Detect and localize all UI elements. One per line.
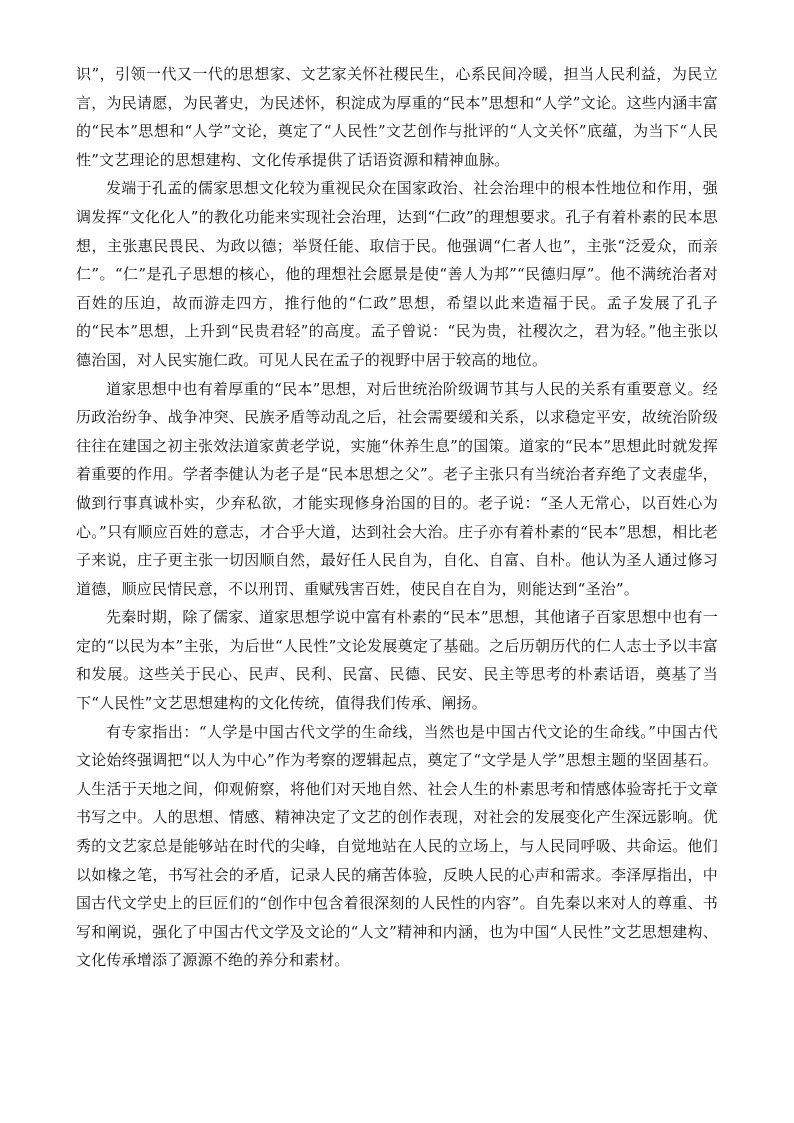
paragraph-2: 发端于孔孟的儒家思想文化较为重视民众在国家政治、社会治理中的根本性地位和作用，强调发挥“文化化人”的教化功能来实现社会治理，达到“仁政”的理想要求。孔子有着朴素的民本思想，主张惠民畏民、为政以德；举贤任能、取信于民。他强调“仁者人也”，主张“泛爱众，而亲仁”。“仁”是孔子思想的核心，他的理想社会愿景是使“善人为邦”“民德归厚”。他不满统治者对百姓的压迫，故而游走四方，推行他的“仁政”思想，希望以此来造福于民。孟子发展了孔子的“民本”思想，上升到“民贵君轻”的高度。孟子曾说：“民为贵，社稷次之，君为轻。”他主张以德治国，对人民实施仁政。可见人民在孟子的视野中居于较高的地位。: [76, 179, 718, 369]
paragraph-5: 有专家指出：“人学是中国古代文学的生命线，当然也是中国古代文论的生命线。”中国古代文论始终强调把“以人为中心”作为考察的逻辑起点，奠定了“文学是人学”思想主题的坚固基石。人生活于天地之间，仰观俯察，将他们对天地自然、社会人生的朴素思考和情感体验寄托于文章书写之中。人的思想、情感、精神决定了文艺的创作表现，对社会的发展变化产生深远影响。优秀的文艺家总是能够站在时代的尖峰，自觉地站在人民的立场上，与人民同呼吸、共命运。他们以如椽之笔，书写社会的矛盾，记录人民的痛苦体验，反映人民的心声和需求。李泽厚指出，中国古代文学史上的巨匠们的“创作中包含着很深刻的人民性的内容”。自先秦以来对人的尊重、书写和阐说，强化了中国古代文学及文论的“人文”精神和内涵，也为中国“人民性”文艺思想建构、文化传承增添了源源不绝的养分和素材。: [76, 722, 718, 970]
paragraph-3: 道家思想中也有着厚重的“民本”思想，对后世统治阶级调节其与人民的关系有重要意义。经历政治纷争、战争冲突、民族矛盾等动乱之后，社会需要缓和关系，以求稳定平安，故统治阶级往往在建国之初主张效法道家黄老学说，实施“休养生息”的国策。道家的“民本”思想此时就发挥着重要的作用。学者李健认为老子是“民本思想之父”。老子主张只有当统治者弃绝了文表虚华，做到行事真诚朴实，少弃私欲，才能实现修身治国的目的。老子说：“圣人无常心，以百姓心为心。”只有顺应百姓的意志，才合乎大道，达到社会大治。庄子亦有着朴素的“民本”思想，相比老子来说，庄子更主张一切因顺自然，最好任人民自为，自化、自富、自朴。他认为圣人通过修习道德，顺应民情民意，不以刑罚、重赋残害百姓，使民自在自为，则能达到“圣治”。: [76, 379, 718, 598]
paragraph-4: 先秦时期，除了儒家、道家思想学说中富有朴素的“民本”思想，其他诸子百家思想中也有一定的“以民为本”主张，为后世“人民性”文论发展奠定了基础。之后历朝历代的仁人志士予以丰富和发展。这些关于民心、民声、民利、民富、民德、民安、民主等思考的朴素话语，奠基了当下“人民性”文艺思想建构的文化传统，值得我们传承、阐扬。: [76, 608, 718, 713]
paragraph-1: 识”，引领一代又一代的思想家、文艺家关怀社稷民生，心系民间冷暖，担当人民利益，为民立言，为民请愿，为民著史，为民述怀，积淀成为厚重的“民本”思想和“人学”文论。这些内涵丰富的“民本”思想和“人学”文论，奠定了“人民性”文艺创作与批评的“人文关怀”底蕴，为当下“人民性”文艺理论的思想建构、文化传承提供了话语资源和精神血脉。: [76, 65, 718, 169]
document-page: [76, 60, 718, 975]
